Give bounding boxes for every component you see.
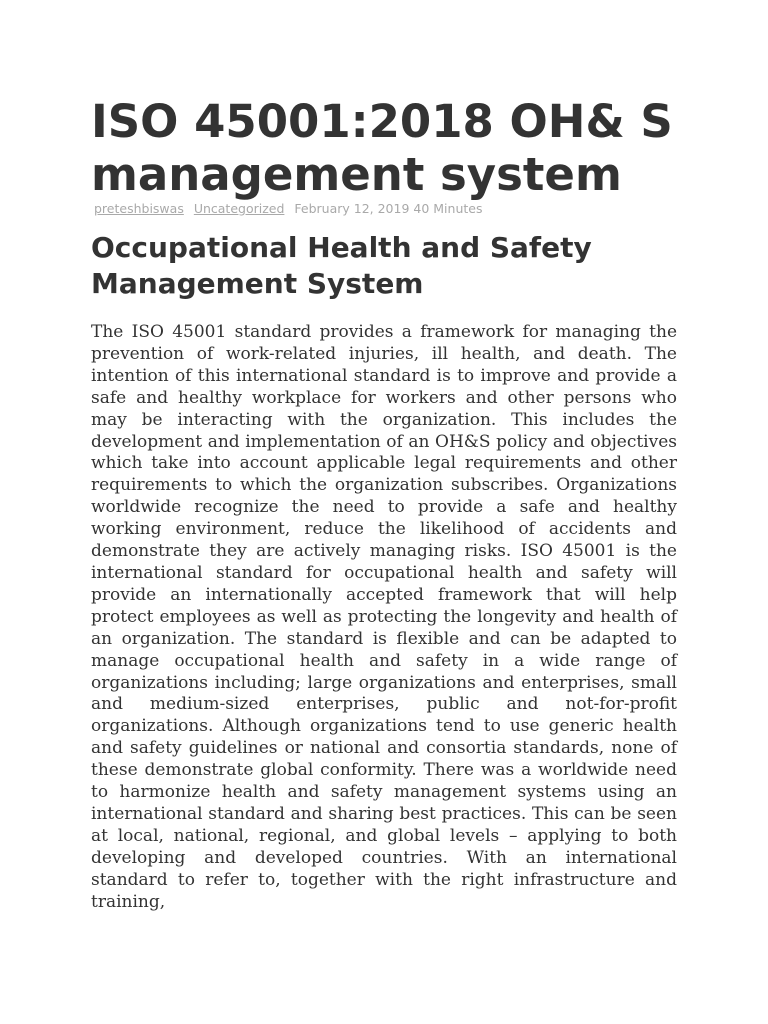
article (91, 95, 677, 913)
section-heading: Occupational Health and Safety Management System (91, 231, 592, 300)
category-link[interactable]: Uncategorized (193, 201, 285, 216)
body-paragraph: The ISO 45001 standard provides a framework for managing the prevention of work-related injuries, ill health, and death. The intention of this international standard is to improve and provide a safe and healthy workplace for workers and other persons who may be interacting with the organization. This includes the development and implementation of an OH&S policy and objectives which take into account applicable legal requirements and other requirements to which the organization subscribes. Organizations worldwide recognize the need to provide a safe and healthy working environment, reduce the likelihood of accidents and demonstrate they are actively managing risks. ISO 45001 is the international standard for occupational health and safety will provide an internationally accepted framework that will help protect employees as well as protecting the longevity and health of an organization. The standard is flexible and can be adapted to manage occupational health and safety in a wide range of organizations including; large organizations and enterprises, small and medium-sized enterprises, public and not-for-profit organizations. Although organizations tend to use generic health and safety guidelines or national and consortia standards, none of these demonstrate global conformity. There was a worldwide need to harmonize health and safety management systems using an international standard and sharing best practices. This can be seen at local, national, regional, and global levels – applying to both developing and developed countries. With an international standard to refer to, together with the right infrastructure and training, (91, 322, 677, 912)
author-link[interactable]: preteshbiswas (94, 201, 184, 216)
post-meta (91, 201, 677, 217)
post-title: ISO 45001:2018 OH& S management system (91, 95, 673, 201)
post-date-reading-time: February 12, 2019 40 Minutes (294, 201, 483, 216)
